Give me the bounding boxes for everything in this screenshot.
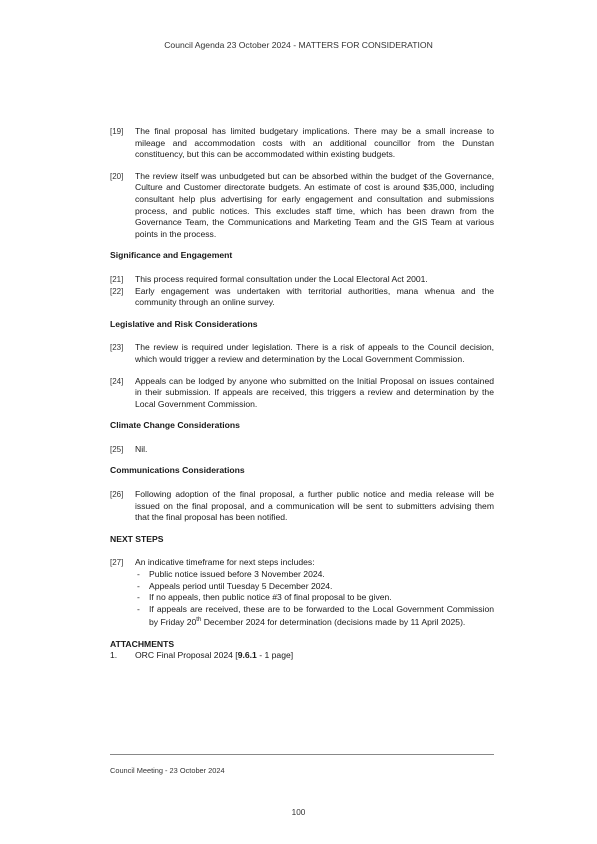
paragraph-number: [22] — [110, 286, 124, 296]
paragraph-22 — [110, 286, 494, 309]
paragraph-number: [24] — [110, 376, 124, 386]
paragraph-number: [23] — [110, 343, 124, 353]
heading-significance: Significance and Engagement — [110, 250, 233, 261]
heading-communications: Communications Considerations — [110, 465, 245, 476]
list-item: - Public notice issued before 3 November 2024. — [137, 569, 325, 580]
paragraph-text: The final proposal has limited budgetary implications. There may be a small increase to mileage and accommodation costs with an additional councillor from the Dunstan constituency, but this can be accommodated within existing budgets. — [135, 126, 494, 160]
ordinal-suffix: th — [196, 617, 202, 624]
dash-marker: - — [137, 580, 140, 591]
paragraph-text: Following adoption of the final proposal, a further public notice and media release will be issued on the final proposal, and a communication will be sent to submitters advising them that the final proposal has been notified. — [135, 489, 494, 523]
list-item: - Appeals period until Tuesday 5 December 2024. — [137, 580, 333, 591]
paragraph-27 — [110, 557, 494, 628]
next-steps-intro: An indicative timeframe for next steps includes: — [135, 557, 315, 568]
dash-marker: - — [137, 569, 140, 580]
paragraph-number: [20] — [110, 171, 124, 181]
paragraph-21 — [110, 274, 494, 286]
attachment-item — [110, 650, 494, 662]
paragraph-text: This process required formal consultation under the Local Electoral Act 2001. — [135, 273, 428, 284]
paragraph-19 — [110, 126, 494, 161]
attachment-link[interactable]: ORC Final Proposal 2024 [9.6.1 - 1 page] — [135, 650, 294, 661]
paragraph-text: The review is required under legislation. There is a risk of appeals to the Council decision, which would trigger a review and determination by the Local Government Commission. — [135, 342, 494, 364]
list-item: - If appeals are received, these are to be forwarded to the Local Government Commission by Friday 20th December 2024 for determination (decisions made by 11 April 2025). — [137, 603, 494, 628]
paragraph-text: Nil. — [135, 443, 148, 454]
footer-meeting-label: Council Meeting - 23 October 2024 — [110, 766, 225, 775]
attachment-number: 1. — [110, 650, 118, 661]
paragraph-26 — [110, 489, 494, 524]
dash-marker: - — [137, 592, 140, 603]
footer-divider — [110, 754, 494, 755]
paragraph-number: [25] — [110, 444, 124, 454]
paragraph-24 — [110, 376, 494, 411]
paragraph-23 — [110, 342, 494, 365]
heading-attachments: ATTACHMENTS — [110, 638, 175, 649]
heading-climate: Climate Change Considerations — [110, 420, 240, 431]
paragraph-number: [26] — [110, 490, 124, 500]
paragraph-20 — [110, 171, 494, 241]
page-number: 100 — [291, 808, 306, 817]
dash-marker: - — [137, 603, 140, 614]
heading-next-steps: NEXT STEPS — [110, 533, 164, 544]
next-steps-list — [135, 569, 494, 629]
document-body — [110, 126, 494, 662]
paragraph-number: [19] — [110, 127, 124, 136]
paragraph-number: [27] — [110, 558, 124, 568]
paragraph-text: Early engagement was undertaken with territorial authorities, mana whenua and the community through an online survey. — [135, 285, 494, 308]
paragraph-text — [135, 557, 494, 628]
paragraph-text: The review itself was unbudgeted but can be absorbed within the budget of the Governance, Culture and Customer directorate budgets. An estimate of cost is around $35,000, including consultant help plus advertising for early engagement and consultation and submissions process, and public notices. This excludes staff time, which has been drawn from the Governance Team, the Communications and Marketing Team and the GIS Team at various points in the process. — [135, 170, 494, 239]
paragraph-text: Appeals can be lodged by anyone who submitted on the Initial Proposal on issues contained in their submission. If appeals are received, this triggers a review and determination by the Local Government Commission. — [135, 375, 494, 409]
heading-legislative: Legislative and Risk Considerations — [110, 318, 258, 329]
paragraph-25 — [110, 444, 494, 456]
paragraph-number: [21] — [110, 274, 124, 284]
page-header: Council Agenda 23 October 2024 - MATTERS FOR CONSIDERATION — [164, 40, 433, 50]
list-item: - If no appeals, then public notice #3 of final proposal to be given. — [137, 592, 392, 603]
